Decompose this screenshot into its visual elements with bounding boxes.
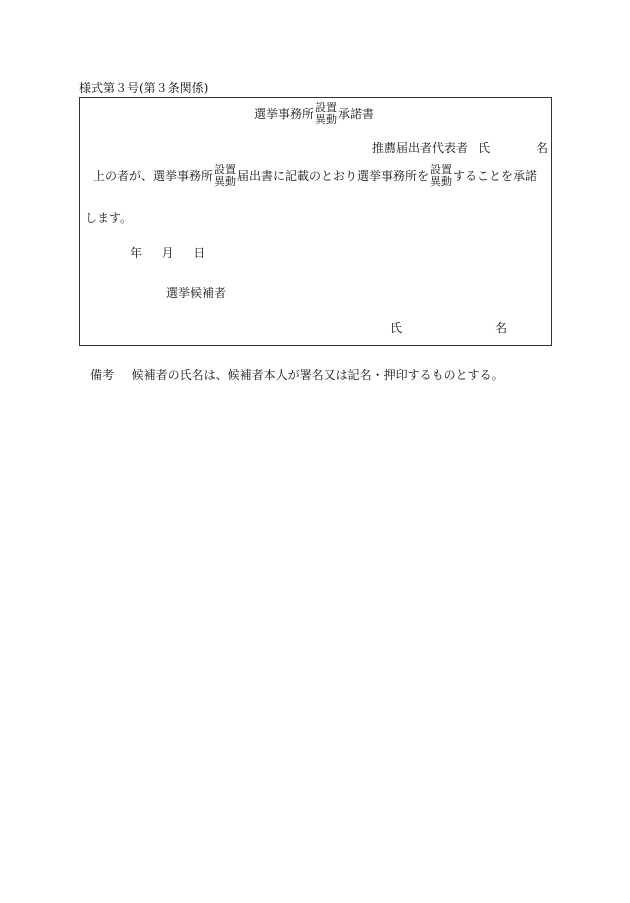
body-stack1-top: 設置 bbox=[214, 163, 237, 176]
date-line bbox=[130, 247, 205, 259]
body-stacked-choice-1 bbox=[214, 164, 236, 187]
body-stack1-bottom: 異動 bbox=[214, 174, 237, 188]
body-text-line2: します。 bbox=[85, 211, 133, 225]
candidate-label: 選挙候補者 bbox=[166, 286, 227, 300]
title-prefix: 選挙事務所 bbox=[254, 106, 315, 121]
remark-label: 備考 bbox=[90, 368, 115, 382]
title-stack-bottom: 異動 bbox=[315, 112, 338, 126]
candidate-uji: 氏 bbox=[390, 321, 403, 335]
body-stack2-top: 設置 bbox=[430, 163, 453, 176]
date-day: 日 bbox=[193, 246, 206, 260]
candidate-mei: 名 bbox=[495, 321, 508, 335]
form-frame bbox=[79, 97, 552, 346]
remark-text: 候補者の氏名は、候補者本人が署名又は記名・押印するものとする。 bbox=[131, 368, 504, 382]
form-title bbox=[254, 102, 374, 125]
body-text-line1 bbox=[93, 164, 537, 187]
date-year: 年 bbox=[130, 246, 143, 260]
form-number-label: 様式第３号(第３条関係) bbox=[79, 81, 209, 95]
body-stacked-choice-2 bbox=[430, 164, 452, 187]
representative-mei: 名 bbox=[536, 141, 549, 155]
title-stack-top: 設置 bbox=[315, 101, 338, 114]
body-stack2-bottom: 異動 bbox=[430, 174, 453, 188]
title-stacked-choice bbox=[315, 102, 337, 125]
body-part1: 上の者が、選挙事務所 bbox=[93, 168, 214, 183]
body-part3: することを承諾 bbox=[453, 168, 538, 183]
date-month: 月 bbox=[161, 246, 174, 260]
title-suffix: 承諾書 bbox=[338, 106, 375, 121]
body-part2: 届出書に記載のとおり選挙事務所を bbox=[237, 168, 430, 183]
representative-label: 推薦届出者代表者 bbox=[372, 141, 469, 155]
representative-uji: 氏 bbox=[478, 141, 491, 155]
remark bbox=[90, 369, 504, 381]
